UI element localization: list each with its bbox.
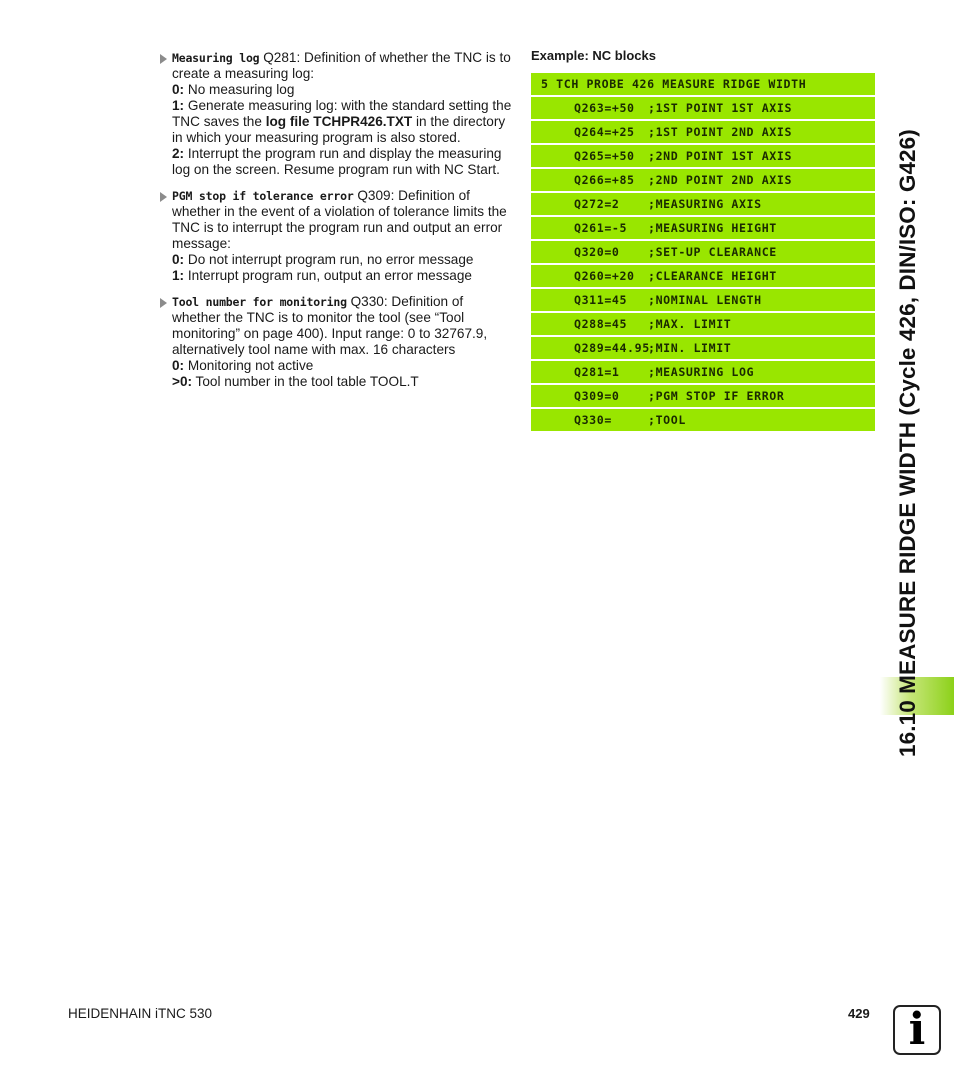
nc-block-rows xyxy=(531,97,875,431)
nc-block-row xyxy=(531,265,875,287)
nc-param-code: Q266=+85 xyxy=(574,173,635,187)
nc-block-row xyxy=(531,217,875,239)
option-text: Do not interrupt program run, no error message xyxy=(184,252,474,267)
log-file-name: log file TCHPR426.TXT xyxy=(265,114,413,129)
param-tool-monitoring xyxy=(158,294,514,390)
info-glyph: i xyxy=(908,1004,926,1055)
nc-param-code: Q289=44.95 xyxy=(574,341,650,355)
option-value: 0: xyxy=(172,82,185,97)
option-text: Monitoring not active xyxy=(184,358,314,373)
param-intro: Q330: Definition of whether the TNC is to monitor the tool (see “Tool monitoring” on page 400). Input range: 0 to 32767.9, alternatively tool name with max. 16 characters xyxy=(172,294,488,357)
nc-block-header: 5 TCH PROBE 426 MEASURE RIDGE WIDTH xyxy=(531,73,875,95)
nc-block-row xyxy=(531,241,875,263)
nc-param-comment: ;MEASURING AXIS xyxy=(648,197,762,211)
nc-param-comment: ;CLEARANCE HEIGHT xyxy=(648,269,777,283)
nc-param-comment: ;MIN. LIMIT xyxy=(648,341,732,355)
nc-param-code: Q309=0 xyxy=(574,389,620,403)
nc-param-code: Q263=+50 xyxy=(574,101,635,115)
nc-param-comment: ;1ST POINT 2ND AXIS xyxy=(648,125,793,139)
nc-param-comment: ;MEASURING LOG xyxy=(648,365,755,379)
page-number: 429 xyxy=(848,1006,870,1021)
nc-block-row xyxy=(531,313,875,335)
option-value: 0: xyxy=(172,358,185,373)
nc-param-comment: ;NOMINAL LENGTH xyxy=(648,293,762,307)
footer-manual-name: HEIDENHAIN iTNC 530 xyxy=(68,1006,213,1021)
nc-param-code: Q260=+20 xyxy=(574,269,635,283)
bullet-arrow-icon xyxy=(160,192,167,202)
nc-param-code: Q320=0 xyxy=(574,245,620,259)
option-value: 2: xyxy=(172,146,185,161)
option-value: 1: xyxy=(172,98,185,113)
nc-block-row xyxy=(531,289,875,311)
nc-param-comment: ;1ST POINT 1ST AXIS xyxy=(648,101,793,115)
nc-param-comment: ;2ND POINT 1ST AXIS xyxy=(648,149,793,163)
nc-block-row xyxy=(531,193,875,215)
nc-param-code: Q261=-5 xyxy=(574,221,628,235)
nc-param-comment: ;2ND POINT 2ND AXIS xyxy=(648,173,793,187)
parameter-list xyxy=(158,50,514,400)
nc-param-comment: ;MEASURING HEIGHT xyxy=(648,221,777,235)
nc-param-code: Q281=1 xyxy=(574,365,620,379)
nc-param-comment: ;TOOL xyxy=(648,413,686,427)
nc-param-code: Q311=45 xyxy=(574,293,628,307)
nc-example xyxy=(531,48,875,433)
option-text: Generate measuring log: with the standard setting the TNC saves the xyxy=(172,98,512,129)
option-value: >0: xyxy=(172,374,193,389)
nc-block-row xyxy=(531,145,875,167)
nc-block-row xyxy=(531,121,875,143)
param-pgm-stop xyxy=(158,188,514,284)
chapter-side-title: 16.10 MEASURE RIDGE WIDTH (Cycle 426, DIN/ISO: G426) xyxy=(895,129,920,757)
nc-param-comment: ;PGM STOP IF ERROR xyxy=(648,389,785,403)
nc-param-code: Q265=+50 xyxy=(574,149,635,163)
bullet-arrow-icon xyxy=(160,298,167,308)
example-title: Example: NC blocks xyxy=(531,48,656,63)
nc-block-row xyxy=(531,361,875,383)
nc-param-code: Q288=45 xyxy=(574,317,628,331)
nc-block-row xyxy=(531,385,875,407)
param-name: PGM stop if tolerance error xyxy=(172,189,354,203)
nc-param-code: Q330= xyxy=(574,413,612,427)
param-intro: Q281: Definition of whether the TNC is to create a measuring log: xyxy=(172,50,511,81)
param-name: Measuring log xyxy=(172,51,260,65)
option-text: Tool number in the tool table TOOL.T xyxy=(192,374,419,389)
info-icon xyxy=(893,1005,941,1055)
nc-block-row xyxy=(531,337,875,359)
option-text: Interrupt program run, output an error message xyxy=(184,268,472,283)
param-measuring-log xyxy=(158,50,514,178)
nc-param-code: Q272=2 xyxy=(574,197,620,211)
option-value: 0: xyxy=(172,252,185,267)
nc-block-row xyxy=(531,97,875,119)
option-text: No measuring log xyxy=(184,82,295,97)
param-intro: Q309: Definition of whether in the event of a violation of tolerance limits the TNC is to interrupt the program run and output an error message: xyxy=(172,188,507,251)
nc-block-row xyxy=(531,169,875,191)
option-text: in the directory in which your measuring program is also stored. xyxy=(172,114,506,145)
nc-param-comment: ;SET-UP CLEARANCE xyxy=(648,245,777,259)
nc-param-code: Q264=+25 xyxy=(574,125,635,139)
nc-block-row xyxy=(531,409,875,431)
bullet-arrow-icon xyxy=(160,54,167,64)
option-value: 1: xyxy=(172,268,185,283)
param-name: Tool number for monitoring xyxy=(172,295,347,309)
option-text: Interrupt the program run and display the measuring log on the screen. Resume program run with NC Start. xyxy=(172,146,502,177)
nc-param-comment: ;MAX. LIMIT xyxy=(648,317,732,331)
